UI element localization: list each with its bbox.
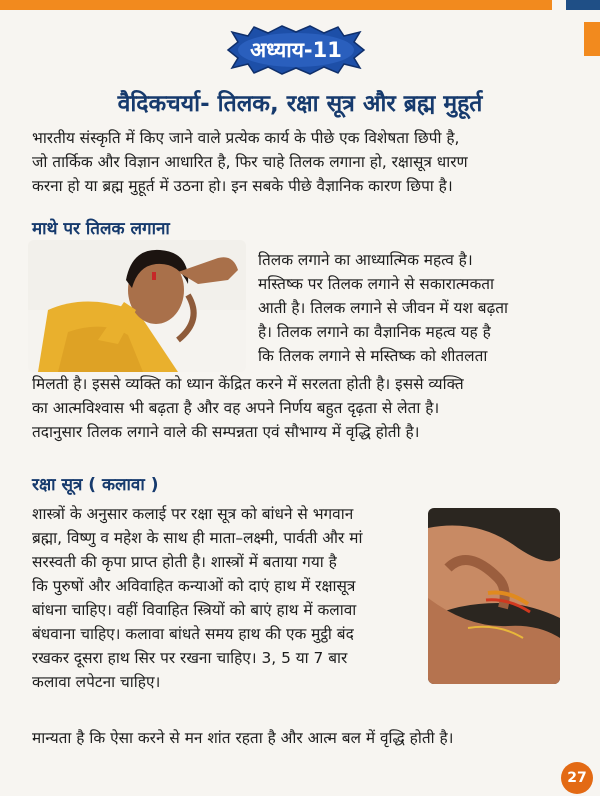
tilak-full-paragraph xyxy=(32,372,566,444)
raksha-line: बांधना चाहिए। वहीं विवाहित स्त्रियों को बाएं हाथ में कलावा xyxy=(32,601,357,619)
raksha-line: ब्रह्मा, विष्णु व महेश के साथ ही माता–लक्ष्मी, पार्वती और मां xyxy=(32,529,363,547)
side-orange-tab xyxy=(584,22,600,56)
girl-applying-tilak-image xyxy=(28,240,246,372)
tilak-line: मिलती है। इससे व्यक्ति को ध्यान केंद्रित करने में सरलता होती है। इससे व्यक्ति xyxy=(32,375,464,393)
raksha-line: रखकर दूसरा हाथ सिर पर रखना चाहिए। 3, 5 या 7 बार xyxy=(32,649,348,667)
tilak-line: है। तिलक लगाने का वैज्ञानिक महत्व यह है xyxy=(258,323,491,341)
tilak-line: तिलक लगाने का आध्यात्मिक महत्व है। xyxy=(258,251,473,269)
raksha-line: शास्त्रों के अनुसार कलाई पर रक्षा सूत्र को बांधने से भगवान xyxy=(32,505,354,523)
tilak-line: तदानुसार तिलक लगाने वाले की सम्पन्नता एवं सौभाग्य में वृद्धि होती है। xyxy=(32,423,420,441)
intro-paragraph xyxy=(32,126,566,198)
chapter-badge-label: अध्याय-11 xyxy=(250,38,342,62)
raksha-line: बंधवाना चाहिए। कलावा बांधते समय हाथ की एक मुट्ठी बंद xyxy=(32,625,354,643)
page-title: वैदिकचर्या- तिलक, रक्षा सूत्र और ब्रह्म मुहूर्त xyxy=(117,91,483,117)
section-heading-raksha-sutra: रक्षा सूत्र ( कलावा ) xyxy=(32,475,159,495)
intro-line: करना हो या ब्रह्म मुहूर्त में उठना हो। इन सबके पीछे वैज्ञानिक कारण छिपा है। xyxy=(32,177,453,195)
raksha-line: कलावा लपेटना चाहिए। xyxy=(32,673,161,691)
top-orange-bar xyxy=(0,0,552,10)
closing-line: मान्यता है कि ऐसा करने से मन शांत रहता है और आत्म बल में वृद्धि होती है। xyxy=(32,729,454,747)
tilak-line: मस्तिष्क पर तिलक लगाने से सकारात्मकता xyxy=(258,275,495,293)
raksha-line: सरस्वती की कृपा प्राप्त होती है। शास्त्रों में बताया गया है xyxy=(32,553,337,571)
page-number: 27 xyxy=(561,762,593,794)
closing-paragraph xyxy=(32,726,566,750)
tilak-line: कि तिलक लगाने से मस्तिष्क को शीतलता xyxy=(258,347,488,365)
intro-line: जो तार्किक और विज्ञान आधारित है, फिर चाहे तिलक लगाना हो, रक्षासूत्र धारण xyxy=(32,153,468,171)
raksha-sutra-paragraph xyxy=(32,502,422,694)
tying-kalava-image xyxy=(428,508,560,684)
section-heading-tilak: माथे पर तिलक लगाना xyxy=(32,219,170,239)
raksha-line: कि पुरुषों और अविवाहित कन्याओं को दाएं हाथ में रक्षासूत्र xyxy=(32,577,356,595)
chapter-badge xyxy=(222,24,370,76)
intro-line: भारतीय संस्कृति में किए जाने वाले प्रत्येक कार्य के पीछे एक विशेषता छिपी है, xyxy=(32,129,460,147)
top-blue-bar xyxy=(566,0,600,10)
tilak-photo xyxy=(28,240,246,372)
tilak-side-paragraph xyxy=(258,248,564,368)
tilak-line: आती है। तिलक लगाने से जीवन में यश बढ़ता xyxy=(258,299,508,317)
tilak-line: का आत्मविश्वास भी बढ़ता है और वह अपने निर्णय बहुत दृढ़ता से लेता है। xyxy=(32,399,440,417)
kalava-photo xyxy=(428,508,560,684)
